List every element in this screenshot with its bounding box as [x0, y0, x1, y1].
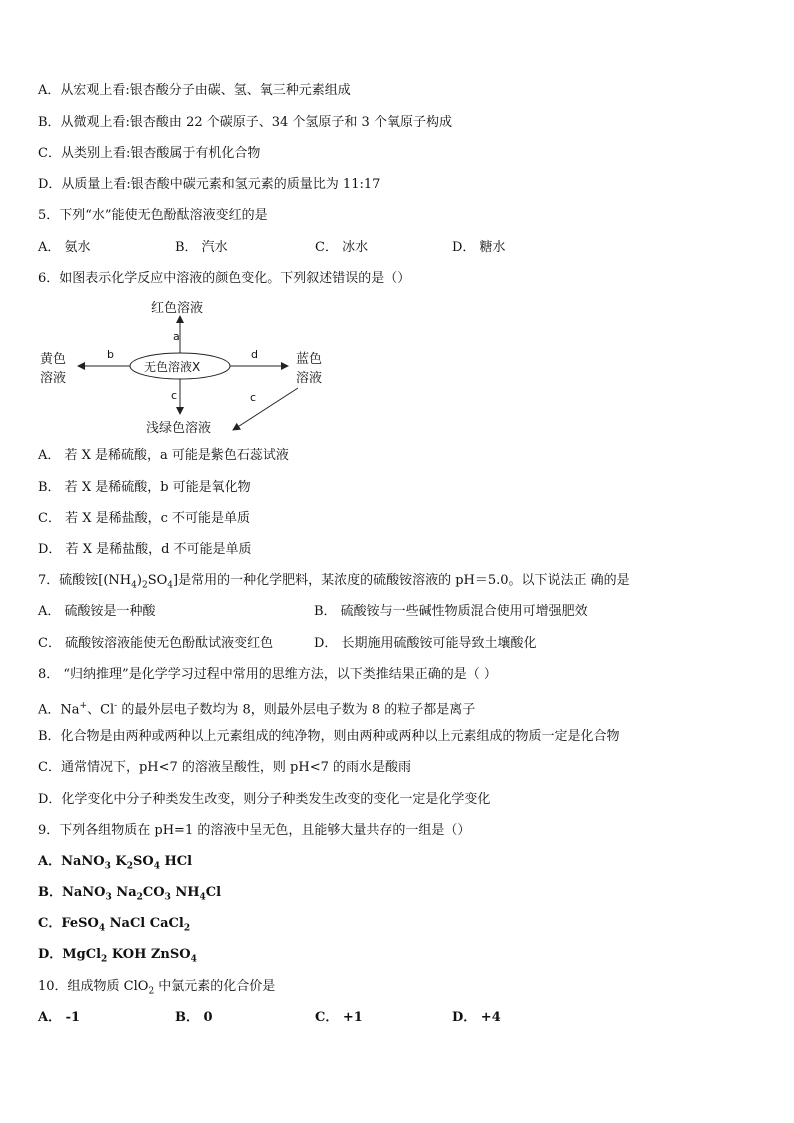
q5-option-a: A． 氨水 [38, 240, 91, 255]
q9-a-part: HCl [159, 854, 193, 869]
q4-option-a: A．从宏观上看:银杏酸分子由碳、氢、氧三种元素组成 [38, 83, 351, 98]
q5-option-d: D． 糖水 [452, 240, 506, 255]
q7-stem-sub: 4 [131, 580, 137, 591]
q9-option-a [38, 854, 192, 875]
q9-c-part: NaCl CaCl [105, 916, 184, 931]
q9-b-part: Na [111, 885, 137, 900]
q7-option-c: C． 硫酸铵溶液能使无色酚酞试液变红色 [38, 636, 274, 651]
q9-d-sub: 2 [101, 954, 108, 965]
q4-option-d: D．从质量上看:银杏酸中碳元素和氢元素的质量比为 11:17 [38, 177, 381, 192]
q6-option-a: A． 若 X 是稀硫酸，a 可能是紫色石蕊试液 [38, 448, 289, 463]
q8-a-part: A．Na [38, 702, 80, 718]
q9-b-part: NH [170, 885, 200, 900]
q9-option-d [38, 947, 197, 968]
label-b: b [107, 348, 114, 361]
q4-option-b: B．从微观上看:银杏酸由 22 个碳原子、34 个氢原子和 3 个氧原子构成 [38, 115, 452, 130]
q7-stem-part: ]是常用的一种化学肥料，某浓度的硫酸铵溶液的 pH＝5.0。以下说法正 确的是 [173, 573, 630, 588]
q8-option-a [38, 698, 475, 718]
q10-stem-part: 10．组成物质 ClO [38, 979, 149, 994]
q5-stem: 5．下列“水”能使无色酚酞溶液变红的是 [38, 208, 268, 223]
q9-d-sub: 4 [190, 954, 197, 965]
q8-option-c: C．通常情况下，pH<7 的溶液呈酸性，则 pH<7 的雨水是酸雨 [38, 760, 411, 775]
q7-stem-part: ) [136, 573, 142, 588]
q8-stem: 8． “归纳推理”是化学学习过程中常用的思维方法，以下类推结果正确的是（ ） [38, 667, 497, 682]
q10-option-b: B． 0 [175, 1010, 213, 1025]
q6-option-c: C． 若 X 是稀盐酸，c 不可能是单质 [38, 511, 251, 526]
label-blue-solution: 溶液 [296, 371, 323, 386]
label-blue: 蓝色 [296, 352, 323, 367]
q4-option-c: C．从类别上看:银杏酸属于有机化合物 [38, 146, 261, 161]
q9-a-sub: 2 [126, 861, 133, 872]
q8-a-sup: + [79, 701, 88, 711]
q7-option-a: A． 硫酸铵是一种酸 [38, 604, 156, 619]
q5-option-c: C． 冰水 [315, 240, 369, 255]
label-c-diagonal: c [250, 391, 257, 404]
q10-option-c: C． +1 [315, 1010, 363, 1025]
q9-c-sub: 4 [98, 923, 106, 934]
q9-stem: 9．下列各组物质在 pH=1 的溶液中呈无色，且能够大量共存的一组是（） [38, 823, 471, 838]
q8-a-sup: - [114, 701, 118, 711]
q9-b-part: B．NaNO [38, 885, 106, 900]
q10-stem [38, 979, 275, 1000]
q8-a-part: 、Cl [87, 702, 115, 718]
q8-a-part: 的最外层电子数均为 8，则最外层电子数为 8 的粒子都是离子 [117, 702, 476, 718]
label-yellow-solution: 溶液 [40, 371, 67, 386]
q9-a-sub: 4 [153, 861, 160, 872]
label-light-green-solution: 浅绿色溶液 [146, 421, 212, 436]
q9-b-sub: 2 [136, 892, 143, 903]
q7-stem-part: 7．硫酸铵[(NH [38, 573, 132, 588]
q9-a-part: K [110, 854, 127, 869]
q9-c-sub: 2 [183, 923, 191, 934]
q9-a-part: SO [132, 854, 154, 869]
label-yellow: 黄色 [40, 352, 67, 367]
q9-c-part: C．FeSO [38, 916, 99, 931]
q7-stem-sub: 2 [141, 580, 148, 591]
q9-a-sub: 3 [104, 861, 111, 872]
arrow-c-diagonal [233, 388, 298, 430]
q8-option-d: D．化学变化中分子种类发生改变，则分子种类发生改变的变化一定是化学变化 [38, 792, 491, 807]
q9-d-part: D．MgCl [38, 947, 102, 962]
q7-stem [38, 573, 630, 594]
label-colorless-x: 无色溶液X [144, 360, 201, 374]
q9-b-sub: 3 [164, 892, 171, 903]
q9-option-b [38, 885, 221, 906]
q10-stem-part: 中氯元素的化合价是 [154, 979, 276, 994]
label-red-solution: 红色溶液 [151, 301, 204, 316]
q8-option-b: B．化合物是由两种或两种以上元素组成的纯净物，则由两种或两种以上元素组成的物质一定是化合物 [38, 729, 620, 744]
q9-d-part: KOH ZnSO [107, 947, 191, 962]
q7-stem-part: SO [147, 573, 168, 588]
q10-stem-sub: 2 [148, 986, 155, 997]
label-d: d [251, 348, 258, 361]
q7-option-d: D． 长期施用硫酸铵可能导致土壤酸化 [314, 636, 537, 651]
q10-option-a: A． -1 [38, 1010, 81, 1025]
q7-option-b: B． 硫酸铵与一些碱性物质混合使用可增强肥效 [314, 604, 588, 619]
label-c-down: c [171, 389, 178, 402]
color-change-diagram [30, 290, 350, 440]
q9-b-part: Cl [205, 885, 222, 900]
q6-option-b: B． 若 X 是稀硫酸，b 可能是氧化物 [38, 480, 251, 495]
q9-b-part: CO [142, 885, 165, 900]
q6-option-d: D． 若 X 是稀盐酸，d 不可能是单质 [38, 542, 252, 557]
q9-b-sub: 4 [199, 892, 206, 903]
q9-a-part: A．NaNO [38, 854, 105, 869]
q5-option-b: B． 汽水 [175, 240, 228, 255]
q9-b-sub: 3 [105, 892, 112, 903]
q9-option-c [38, 916, 190, 937]
q10-option-d: D． +4 [452, 1010, 501, 1025]
q6-stem: 6．如图表示化学反应中溶液的颜色变化。下列叙述错误的是（） [38, 271, 411, 286]
label-a: a [173, 330, 180, 343]
q7-stem-sub: 4 [167, 580, 173, 591]
